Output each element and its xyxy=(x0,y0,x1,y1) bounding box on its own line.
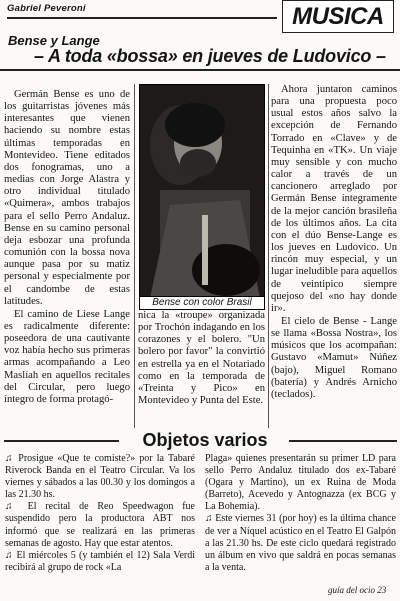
section-rule-right xyxy=(289,440,397,442)
news-item: ♫ Este viernes 31 (por hoy) es la última chance de ver a Níquel acústico en el Teatro El Galpón a las 21.30 hs. De este ciclo quedará registrado un álbum en vivo que saldrá en pocas semanas a la venta. xyxy=(205,513,396,573)
news-item: Plaga» quienes presentarán su primer LD para sello Perro Andaluz titulado dos ex-Tabaré (Ogara y Martino), un ex Ruina de Moda (Barreto), Acevedo y Antognazza (ex BCG y La Bohemia). xyxy=(205,453,396,513)
paragraph: El cielo de Bense - Lange se llama «Bossa Nostra», los músicos que los acompañan: Gustavo «Mamut» Núñez (bajo), Miguel Romano (batería) y Andrés Arnicho (teclados). xyxy=(271,315,397,400)
article-column-1 xyxy=(4,89,130,407)
article-column-2 xyxy=(138,310,265,408)
section-title: MUSICA xyxy=(282,0,394,33)
objetos-column-1 xyxy=(5,453,195,574)
article-kicker: Bense y Lange xyxy=(8,33,100,48)
article-headline: – A toda «bossa» en jueves de Ludovico – xyxy=(34,46,386,66)
headline-rule xyxy=(0,69,400,71)
byline: Gabriel Peveroni xyxy=(7,3,86,14)
photo-caption: Bense con color Brasil xyxy=(139,296,265,310)
paragraph: Germán Bense es uno de los guitarristas jóvenes más interesantes que vienen haciendo su nombre estas últimas temporadas en Montevideo. Tiene editados dos fonogramas, uno a medias con Jorge Alastra y otro individual titulado «Quimera», ambos trabajos para el sello Perro Andaluz. Bense en su camino personal deja esbozar una profunda comunión con la bossa nova aunque pasa por su matiz personal y especialmente por el candombe de estas latitudes. xyxy=(4,89,130,307)
news-item: ♫ Prosigue «Que te comiste?» por la Tabaré Riverock Banda en el Teatro Circular. Va los viernes y sábados a las 00.30 y los domingos a las 21.30 hs. xyxy=(5,453,195,501)
paragraph: nica la «troupe» organizada por Trochón indagando en los corazones y el bolero. "Un bolero por favor" la convirtió en estrella ya en el Notariado como en la temporada de «Treinta y Pico» en Montevideo y Punta del Este. xyxy=(138,310,265,407)
column-divider xyxy=(134,84,135,428)
news-item: ♫ El miércoles 5 (y también el 12) Sala Verdi recibirá al grupo de rock «La xyxy=(5,549,195,573)
column-divider xyxy=(268,84,269,428)
article-column-3 xyxy=(271,84,397,402)
photo-guitarist xyxy=(139,84,265,297)
page-footer: guía del ocio 23 xyxy=(328,585,387,595)
paragraph: El camino de Liese Lange es radicalmente diferente: poseedora de una cautivante voz había hecho sus primeras armas acompañando a Leo Maslíah en aquellos recitales del Circular, pero luego íntegro de forma protagó- xyxy=(4,308,130,405)
objetos-varios-title: Objetos varios xyxy=(142,430,268,450)
section-rule-left xyxy=(4,440,119,442)
header-rule xyxy=(7,17,277,19)
photo-image xyxy=(140,85,265,297)
news-item: ♫ El recital de Reo Speedwagon fue suspendido pero la productora ABT nos informó que se realizará en las primeras semanas de agosto. Hay que estar atentos. xyxy=(5,501,195,549)
objetos-column-2 xyxy=(205,453,396,574)
paragraph: Ahora juntaron caminos para una propuesta poco usual estos años salvo la excepción de Fernando Torrado en «Clave» y de Tequinha en «TK». Un viaje muy sensible y con mucho calor a través de un cancionero arreglado por Germán Bense íntegramente de la mejor canción brasileña de los últimos años. La cita con el dúo Bense-Lange es los jueves en Ludovico. Un rincón muy especial, y un lugar ineludible para aquellos de veintipico siempre quejoso del «no hay donde ir». xyxy=(271,84,397,314)
